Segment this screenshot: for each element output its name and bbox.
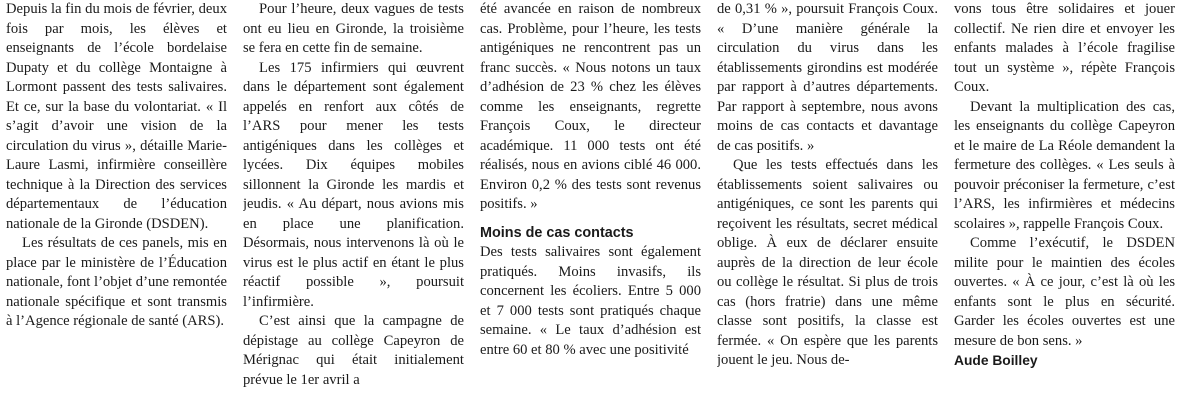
paragraph: vons tous être solidaires et jouer collectif. Ne rien dire et envoyer les enfants malades à l’école fragilise tout un système », répète François Coux.: [954, 1, 1175, 95]
paragraph: Des tests salivaires sont également pratiqués. Moins invasifs, ils concernent les écoliers. Entre 5 000 et 7 000 tests sont pratiqués chaque semaine. « Le taux d’adhésion est entre 60 et 80 % avec une positivité: [480, 244, 701, 358]
paragraph: Devant la multiplication des cas, les enseignants du collège Capeyron et le maire de La Réole demandent la fermeture des collèges. « Les seuls à pouvoir préconiser la fermeture, c’est l’ARS, les infirmières et médecins scolaires », rappelle François Coux.: [954, 98, 1175, 232]
column-3: [480, 0, 701, 404]
paragraph: Comme l’exécutif, le DSDEN milite pour le maintien des écoles ouvertes. « À ce jour, c’est là où les enfants sont le plus en sécurité. Garder les écoles ouvertes est une mesure de bon sens. »: [954, 235, 1175, 349]
paragraph: Depuis la fin du mois de février, deux fois par mois, les élèves et enseignants de l’école bordelaise Dupaty et du collège Montaigne à Lormont passent des tests salivaires. Et ce, sur la base du volontariat. « Il s’agit d’avoir une vision de la circulation du virus », détaille Marie-Laure Lasmi, infirmière conseillère technique à la Direction des services départementaux de l’éducation nationale de la Gironde (DSDEN).: [6, 1, 227, 232]
paragraph: été avancée en raison de nombreux cas. Problème, pour l’heure, les tests antigéniques ne rencontrent pas un franc succès. « Nous notons un taux d’adhésion de 23 % chez les élèves comme les enseignants, regrette François Coux, le directeur académique. 11 000 tests ont été réalisés, nous en avions ciblé 46 000. Environ 0,2 % des tests sont revenus positifs. »: [480, 1, 701, 212]
paragraph: C’est ainsi que la campagne de dépistage au collège Capeyron de Mérignac qui était initialement prévue le 1er avril a: [243, 313, 464, 388]
paragraph: Que les tests effectués dans les établissements soient salivaires ou antigéniques, ce sont les parents qui reçoivent les résultats, secret médical oblige. À eux de déclarer ensuite auprès de la direction de leur école ou collège le résultat. Si plus de trois cas (hors fratrie) dans une même classe sont positifs, la classe est fermée. « On espère que les parents jouent le jeu. Nous de-: [717, 157, 938, 368]
column-2: [243, 0, 464, 404]
paragraph: de 0,31 % », poursuit François Coux. « D’une manière générale la circulation du virus dans les établissements girondins est modérée par rapport à d’autres départements. Par rapport à septembre, nous avons moins de cas contacts et davantage de cas positifs. »: [717, 1, 938, 154]
column-4: [717, 0, 938, 404]
column-1: [6, 0, 227, 404]
author-byline: Aude Boilley: [954, 353, 1038, 368]
paragraph: Pour l’heure, deux vagues de tests ont eu lieu en Gironde, la troisième se fera en cette fin de semaine.: [243, 1, 464, 56]
paragraph: Les résultats de ces panels, mis en place par le ministère de l’Éducation nationale, font l’objet d’une remontée nationale spécifique et sont transmis à l’Agence régionale de santé (ARS).: [6, 235, 227, 329]
column-5: [954, 0, 1175, 404]
section-subheading: Moins de cas contacts: [480, 224, 634, 241]
paragraph: Les 175 infirmiers qui œuvrent dans le département sont également appelés en renfort aux côtés de l’ARS pour mener les tests antigéniques dans les collèges et lycées. Dix équipes mobiles sillonnent la Gironde les mardis et jeudis. « Au départ, nous avions mis en place une planification. Désormais, nous intervenons là où le virus est le plus actif en étant le plus réactif possible », poursuit l’infirmière.: [243, 59, 464, 310]
